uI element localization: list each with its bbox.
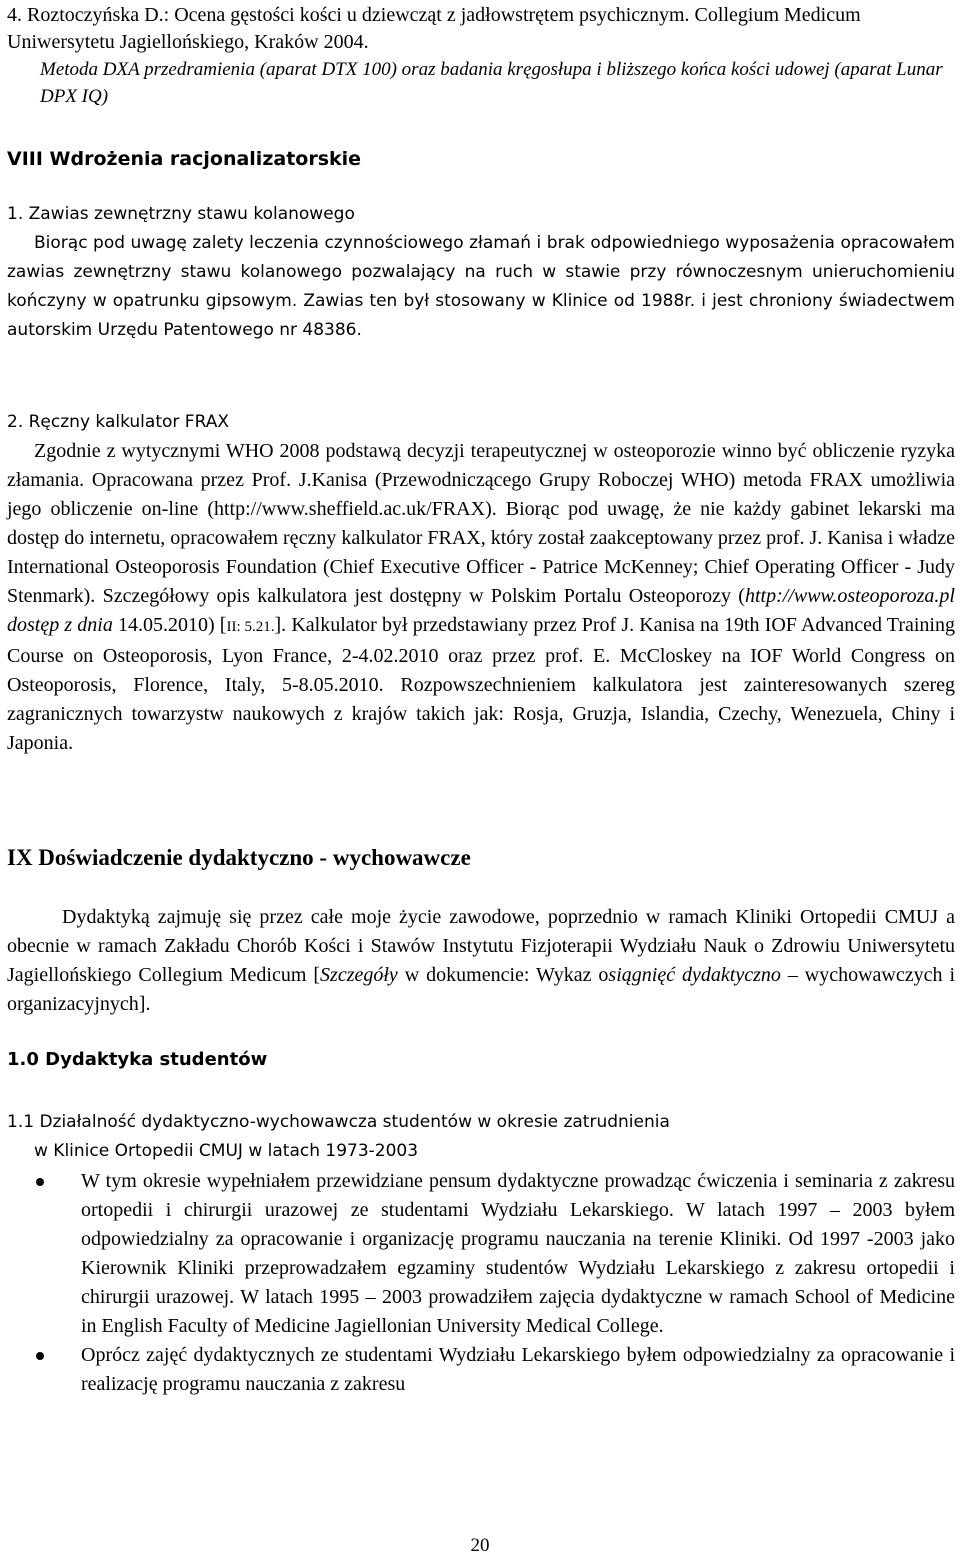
- section-9-title: IX Doświadczenie dydaktyczno - wychowawcze: [7, 845, 471, 870]
- reference-entry: [7, 2, 955, 110]
- reference-method-note: Metoda DXA przedramienia (aparat DTX 100) oraz badania kręgosłupa i bliższego końca kości udowej (aparat Lunar DPX IQ): [40, 59, 943, 107]
- didactics-italic-2: siągnięć dydaktyczno: [608, 964, 781, 986]
- item-2-heading: 2. Ręczny kalkulator FRAX: [7, 412, 229, 432]
- bullet-1-text: W tym okresie wypełniałem przewidziane pensum dydaktyczne prowadząc ćwiczenia i seminaria z zakresu ortopedii i chirurgii urazowej ze studentami Wydziału Lekarskiego. W latach 1997 – 2003 byłem odpowiedzialny za opracowanie i organizację programu nauczania na terenie Kliniki. Od 1997 -2003 jako Kierownik Kliniki przeprowadzałem egzaminy studentów Wydziału Lekarskiego z zakresu ortopedii i chirurgii urazowej. W latach 1995 – 2003 prowadziłem zajęcia dydaktyczne w ramach School of Medicine in English Faculty of Medicine Jagiellonian University Medical College.: [81, 1170, 955, 1337]
- bullet-2-text: Oprócz zajęć dydaktycznych ze studentami Wydziału Lekarskiego byłem odpowiedzialny za opracowanie i realizację programu nauczania z zakresu: [81, 1344, 955, 1395]
- item-1-heading: 1. Zawias zewnętrzny stawu kolanowego: [7, 204, 355, 224]
- didactics-text-b: w dokumencie: Wykaz o: [397, 964, 609, 986]
- list-item: [7, 1341, 955, 1399]
- bullet-icon: [36, 1352, 44, 1360]
- item-frax-calculator: [7, 408, 955, 758]
- bullet-icon: [36, 1178, 44, 1186]
- didactics-text-a: Dydaktyką zajmuję się przez całe moje życie zawodowe, poprzednio w ramach Kliniki Ortopedii CMUJ a obecnie w ramach Zakładu Chorób Kości i Stawów Instytutu Fizjoterapii Wydziału Nauk o Zdrowiu Uniwersytetu Jagiellońskiego Collegium Medicum [: [7, 906, 955, 986]
- subsection-1-1-line1: 1.1 Działalność dydaktyczno-wychowawcza studentów w okresie zatrudnienia: [7, 1112, 670, 1132]
- didactics-text-c: – wychowawczych i organizacyjnych].: [7, 964, 955, 1015]
- item-2-body-c: ]. Kalkulator był przedstawiany przez Prof J. Kanisa na 19th IOF Advanced Training Course on Osteoporosis, Lyon France, 2-4.02.2010 oraz przez prof. E. McCloskey na IOF World Congress on Osteoporosis, Florence, Italy, 5-8.05.2010. Rozpowszechnieniem kalkulatora jest zainteresowanych szereg zagranicznych towarzystw naukowych z krajów takich jak: Rosja, Gruzja, Islandia, Czechy, Wenezuela, Chiny i Japonia.: [7, 614, 955, 754]
- didactics-italic-1: Szczegóły: [320, 964, 398, 986]
- item-2-body: [7, 437, 955, 758]
- subsection-1-1-line2: w Klinice Ortopedii CMUJ w latach 1973-2003: [34, 1141, 419, 1161]
- item-2-cross-ref: II: 5.21.: [226, 619, 275, 635]
- section-8-title: VIII Wdrożenia racjonalizatorskie: [7, 148, 362, 170]
- subsection-1-1-title: [7, 1108, 955, 1166]
- didactics-bullet-list: [7, 1167, 955, 1399]
- didactics-paragraph: [7, 903, 955, 1019]
- page-number: 20: [470, 1535, 490, 1556]
- item-2-body-b: 14.05.2010) [: [112, 614, 227, 636]
- subsection-1-0-title: 1.0 Dydaktyka studentów: [7, 1049, 268, 1070]
- reference-citation: 4. Roztoczyńska D.: Ocena gęstości kości u dziewcząt z jadłowstrętem psychicznym. Collegium Medicum Uniwersytetu Jagiellońskiego, Kraków 2004.: [7, 4, 861, 53]
- portal-link[interactable]: http://www.osteoporoza.pl dostęp z dnia: [7, 585, 955, 636]
- list-item: [7, 1167, 955, 1341]
- item-1-body: Biorąc pod uwagę zalety leczenia czynnościowego złamań i brak odpowiedniego wyposażenia opracowałem zawias zewnętrzny stawu kolanowego pozwalający na ruch w stawie przy równoczesnym unieruchomieniu kończyny w opatrunku gipsowym. Zawias ten był stosowany w Klinice od 1988r. i jest chroniony świadectwem autorskim Urzędu Patentowego nr 48386.: [7, 233, 955, 340]
- item-2-body-a: Zgodnie z wytycznymi WHO 2008 podstawą decyzji terapeutycznej w osteoporozie winno być obliczenie ryzyka złamania. Opracowana przez Prof. J.Kanisa (Przewodniczącego Grupy Roboczej WHO) metoda FRAX umożliwia jego obliczenie on-line (http://www.sheffield.ac.uk/FRAX). Biorąc pod uwagę, że nie każdy gabinet lekarski ma dostęp do internetu, opracowałem ręczny kalkulator FRAX, który został zaakceptowany przez prof. J. Kanisa i władze International Osteoporosis Foundation (Chief Executive Officer - Patrice McKenney; Chief Operating Officer - Judy Stenmark). Szczegółowy opis kalkulatora jest dostępny w Polskim Portalu Osteoporozy (: [7, 440, 955, 607]
- item-knee-hinge: [7, 200, 955, 345]
